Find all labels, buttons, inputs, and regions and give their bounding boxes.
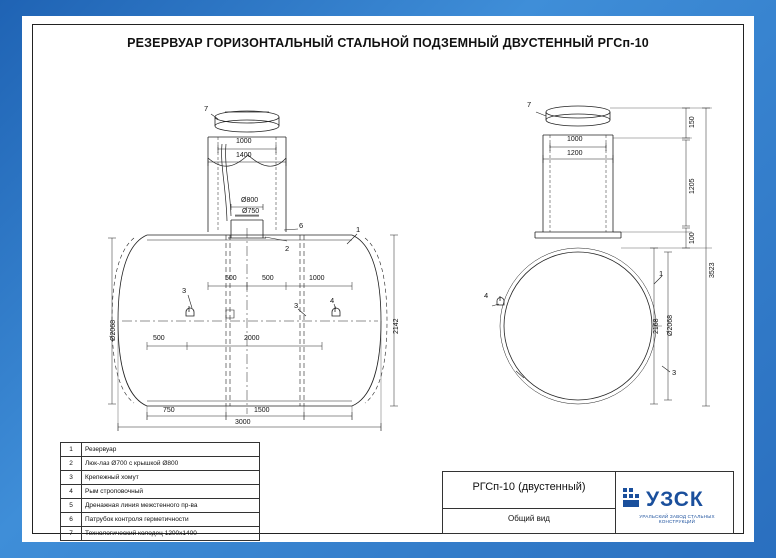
callout-7-right: 7 — [527, 100, 532, 109]
callout-3-left: 3 — [182, 286, 187, 295]
callout-2-left: 2 — [285, 244, 290, 253]
dim-well-outer-right: 1200 — [567, 150, 583, 157]
dim-100: 100 — [689, 232, 696, 244]
callout-4-right: 4 — [484, 291, 489, 300]
dim-3000: 3000 — [235, 419, 251, 426]
title-block-text — [443, 472, 616, 533]
callout-3b-left: 3 — [294, 301, 299, 310]
legend-text: Патрубок контроля герметичности — [82, 513, 260, 527]
dim-2068-right: Ø2068 — [667, 314, 674, 336]
dim-tank-diameter-left: Ø2068 — [110, 319, 117, 341]
drawing-sheet — [22, 16, 754, 542]
legend-text: Рым строповочный — [82, 485, 260, 499]
legend-table — [60, 442, 260, 541]
dim-2168-right: 2168 — [653, 318, 660, 334]
dim-hatch-d750: Ø750 — [242, 208, 260, 215]
legend-number: 7 — [61, 527, 82, 541]
company-logo — [616, 472, 732, 533]
legend-text: Резервуар — [82, 443, 260, 457]
legend-number: 4 — [61, 485, 82, 499]
dim-1205: 1205 — [689, 178, 696, 194]
dim-top-150: 150 — [689, 116, 696, 128]
legend-text: Технологический колодец 1200х1400 — [82, 527, 260, 541]
legend-number: 3 — [61, 471, 82, 485]
dim-2000: 2000 — [244, 335, 260, 342]
dim-1000-span: 1000 — [309, 275, 325, 282]
callout-1-left: 1 — [356, 225, 361, 234]
callout-6-left: 6 — [299, 221, 304, 230]
callout-7-left: 7 — [204, 104, 209, 113]
dim-3523: 3523 — [709, 262, 716, 278]
legend-number: 2 — [61, 457, 82, 471]
table-row — [61, 457, 260, 471]
legend-number: 6 — [61, 513, 82, 527]
dim-well-inner-right: 1000 — [567, 136, 583, 143]
dim-500-a: 500 — [225, 275, 237, 282]
view-name: Общий вид — [443, 508, 615, 523]
table-row — [61, 471, 260, 485]
logo-text: УЗСК — [646, 488, 704, 511]
callout-1-right: 1 — [659, 269, 664, 278]
dim-500-low: 500 — [153, 335, 165, 342]
dim-750: 750 — [163, 407, 175, 414]
legend-text: Крепежный хомут — [82, 471, 260, 485]
legend-number: 1 — [61, 443, 82, 457]
legend-text: Дренажная линия межстенного пр-ва — [82, 499, 260, 513]
table-row — [61, 527, 260, 541]
logo-subtitle: УРАЛЬСКИЙ ЗАВОД СТАЛЬНЫХ КОНСТРУКЦИЙ — [639, 514, 715, 524]
product-name: РГСп-10 (двустенный) — [472, 481, 586, 493]
legend-text: Люк-лаз Ø700 с крышкой Ø800 — [82, 457, 260, 471]
callout-3-right: 3 — [672, 368, 677, 377]
table-row — [61, 499, 260, 513]
dim-well-inner-left: 1000 — [236, 138, 252, 145]
table-row — [61, 443, 260, 457]
dim-tank-height-right: 2142 — [393, 318, 400, 334]
title-block — [442, 471, 734, 534]
table-row — [61, 513, 260, 527]
legend-number: 5 — [61, 499, 82, 513]
callout-4-left: 4 — [330, 296, 335, 305]
table-row — [61, 485, 260, 499]
dim-500-b: 500 — [262, 275, 274, 282]
page-title: РЕЗЕРВУАР ГОРИЗОНТАЛЬНЫЙ СТАЛЬНОЙ ПОДЗЕМНЫЙ ДВУСТЕННЫЙ РГСп-10 — [127, 36, 649, 50]
dim-well-outer-left: 1400 — [236, 152, 252, 159]
dim-hatch-d800: Ø800 — [241, 197, 259, 204]
dim-1500: 1500 — [254, 407, 270, 414]
